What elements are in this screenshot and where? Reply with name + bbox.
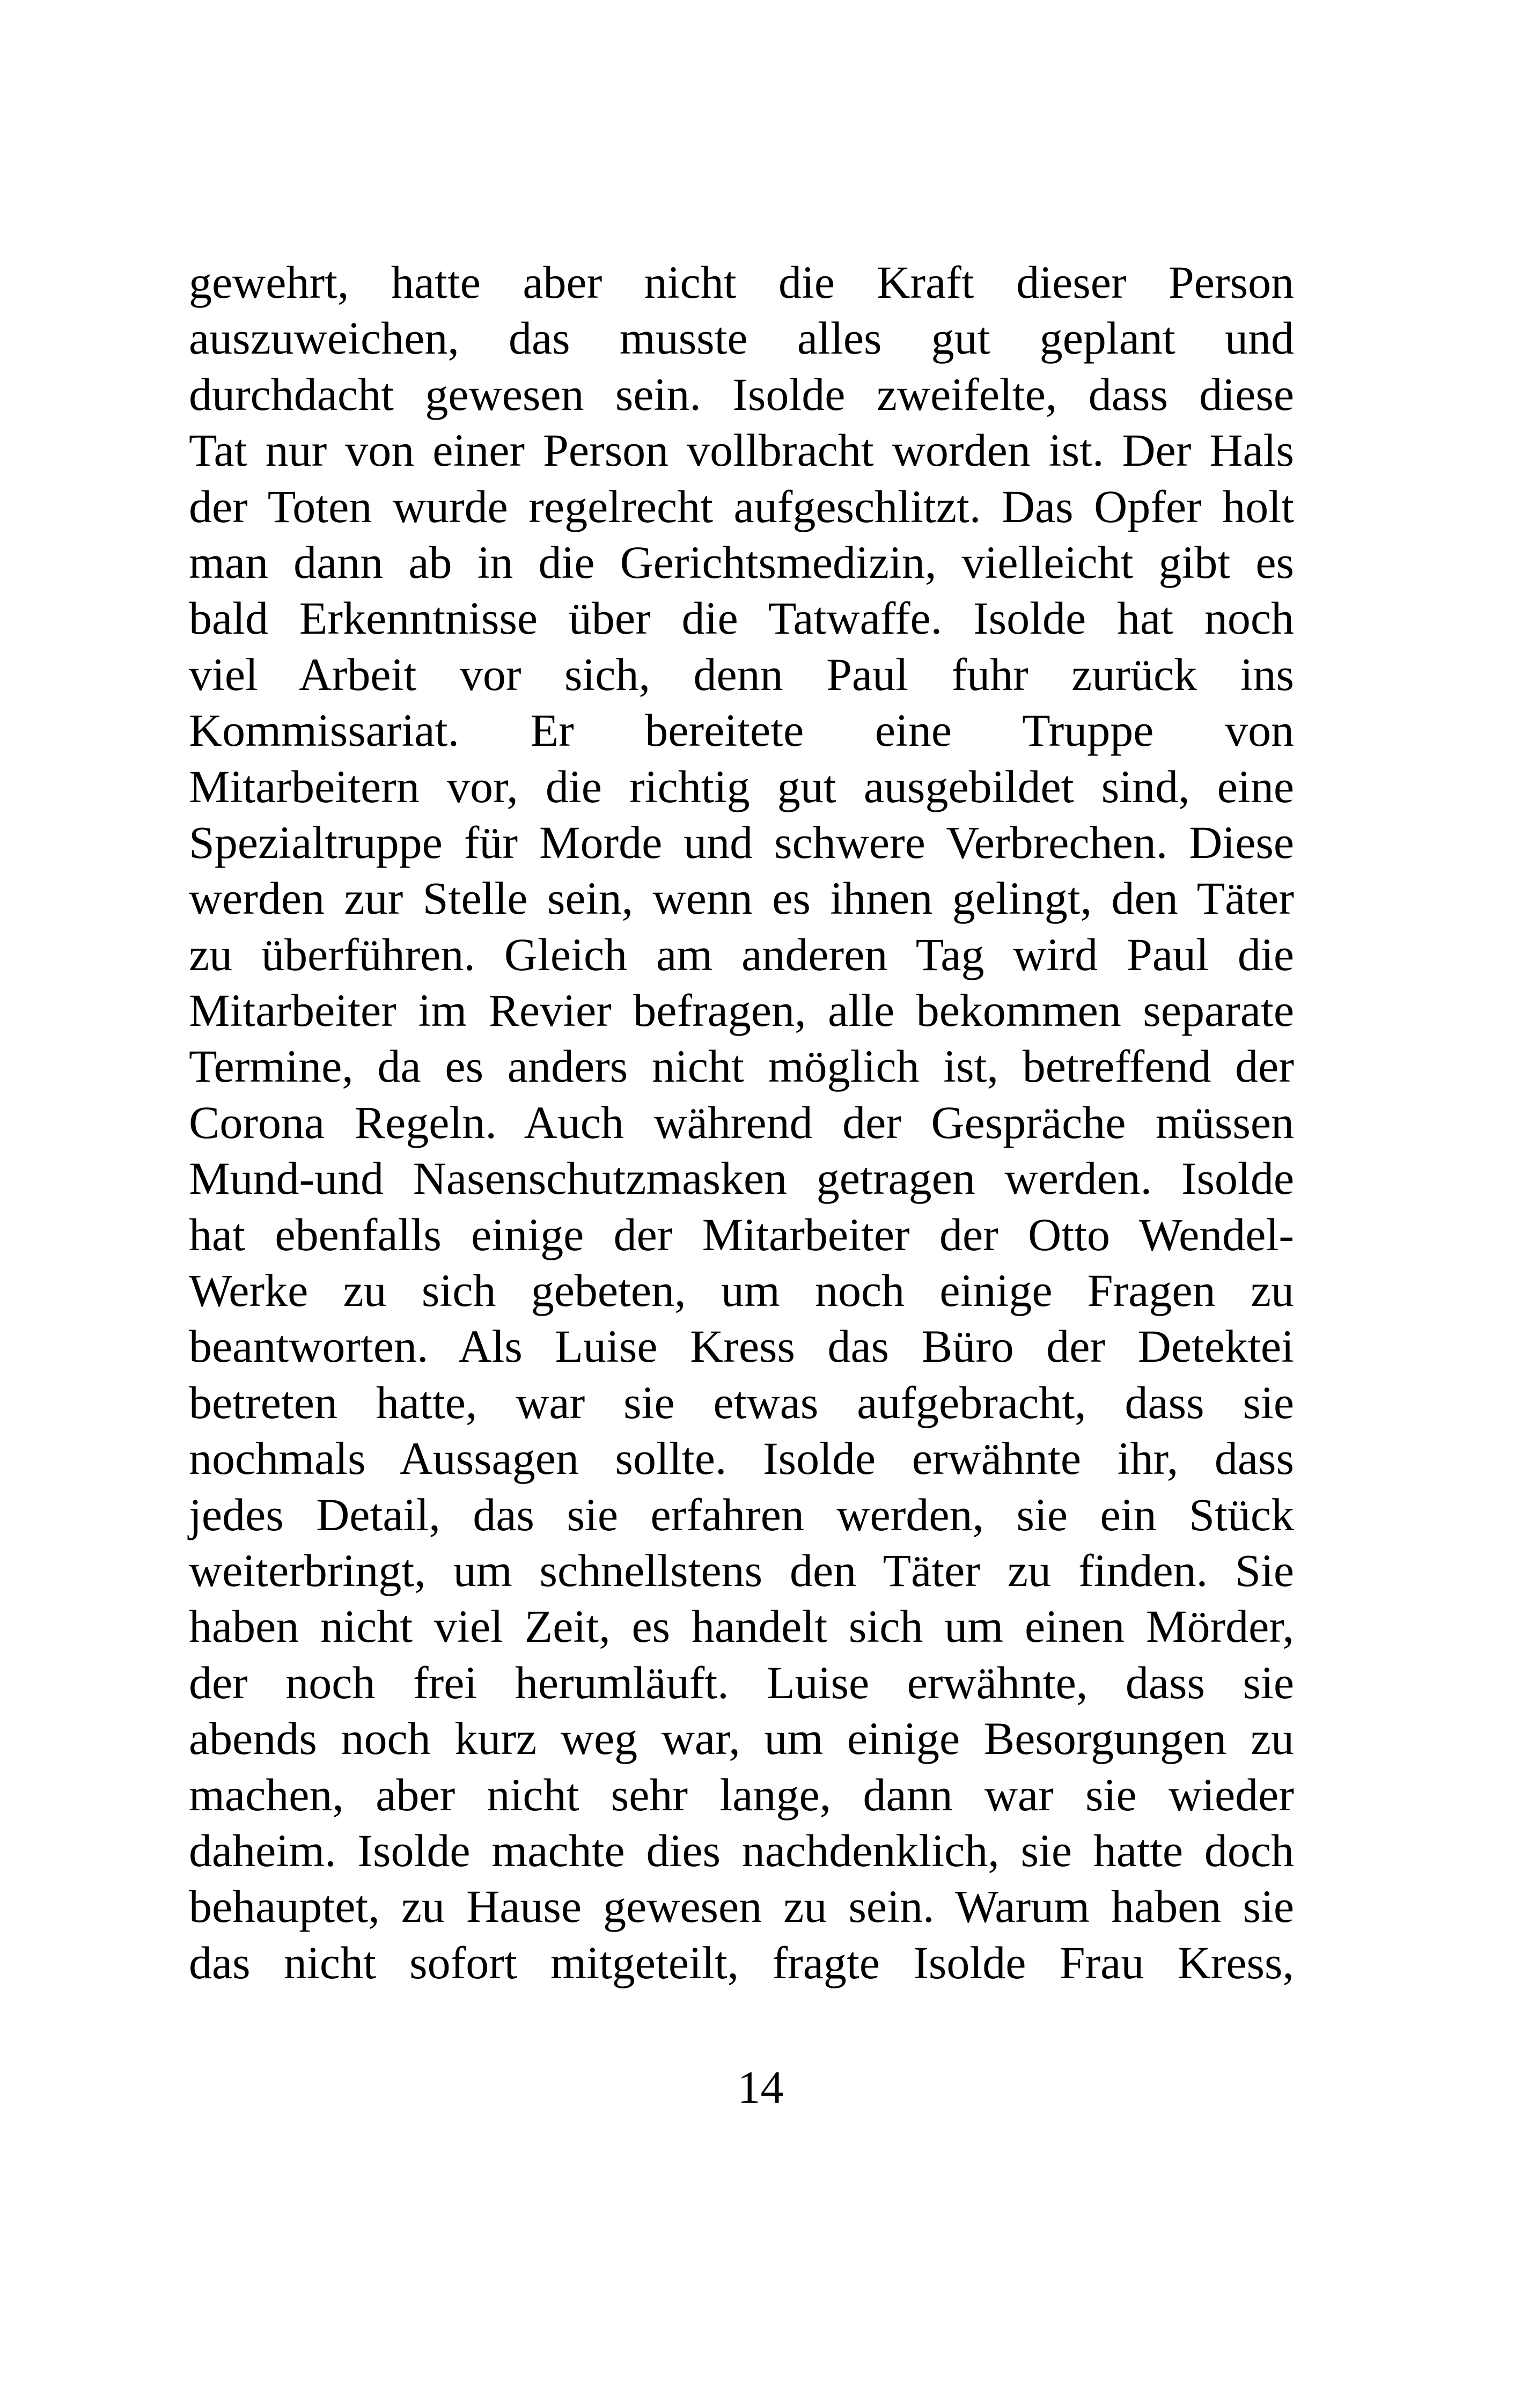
body-text [189, 254, 1294, 1991]
text-line: man dann ab in die Gerichtsmedizin, vielleicht gibt es [189, 536, 1294, 588]
text-line: hat ebenfalls einige der Mitarbeiter der Otto Wendel- [189, 1208, 1294, 1260]
text-line: Werke zu sich gebeten, um noch einige Fragen zu [189, 1265, 1294, 1317]
page-number: 14 [737, 2061, 784, 2113]
text-line: daheim. Isolde machte dies nachdenklich, sie hatte doch [189, 1824, 1294, 1876]
text-line: behauptet, zu Hause gewesen zu sein. Warum haben sie [189, 1881, 1294, 1933]
text-line: beantworten. Als Luise Kress das Büro der Detektei [189, 1320, 1294, 1372]
text-line: haben nicht viel Zeit, es handelt sich um einen Mörder, [189, 1601, 1294, 1653]
text-line: nochmals Aussagen sollte. Isolde erwähnte ihr, dass [189, 1433, 1294, 1485]
text-line: der Toten wurde regelrecht aufgeschlitzt. Das Opfer holt [189, 480, 1294, 532]
text-line: Tat nur von einer Person vollbracht worden ist. Der Hals [189, 424, 1294, 476]
text-line: zu überführen. Gleich am anderen Tag wird Paul die [189, 928, 1294, 980]
text-line: das nicht sofort mitgeteilt, fragte Isolde Frau Kress, [189, 1936, 1294, 1988]
text-line: Kommissariat. Er bereitete eine Truppe von [189, 704, 1294, 757]
text-line: Mitarbeitern vor, die richtig gut ausgebildet sind, eine [189, 760, 1294, 812]
text-line: Spezialtruppe für Morde und schwere Verbrechen. Diese [189, 816, 1294, 868]
text-line: Termine, da es anders nicht möglich ist, betreffend der [189, 1040, 1294, 1092]
text-line: bald Erkenntnisse über die Tatwaffe. Isolde hat noch [189, 592, 1294, 644]
text-line: Mund-und Nasenschutzmasken getragen werden. Isolde [189, 1152, 1294, 1205]
text-line: der noch frei herumläuft. Luise erwähnte, dass sie [189, 1656, 1294, 1708]
text-line: abends noch kurz weg war, um einige Besorgungen zu [189, 1713, 1294, 1765]
text-line: Mitarbeiter im Revier befragen, alle bekommen separate [189, 985, 1294, 1037]
text-line: machen, aber nicht sehr lange, dann war sie wieder [189, 1768, 1294, 1820]
text-line: Corona Regeln. Auch während der Gespräche müssen [189, 1096, 1294, 1148]
text-line: auszuweichen, das musste alles gut geplant und [189, 312, 1294, 364]
text-line: weiterbringt, um schnellstens den Täter zu finden. Sie [189, 1544, 1294, 1596]
text-line: gewehrt, hatte aber nicht die Kraft dieser Person [189, 256, 1294, 308]
text-line: jedes Detail, das sie erfahren werden, sie ein Stück [189, 1488, 1294, 1540]
text-line: viel Arbeit vor sich, denn Paul fuhr zurück ins [189, 648, 1294, 700]
text-line: durchdacht gewesen sein. Isolde zweifelte, dass diese [189, 368, 1294, 420]
text-line: betreten hatte, war sie etwas aufgebracht, dass sie [189, 1376, 1294, 1428]
text-line: werden zur Stelle sein, wenn es ihnen gelingt, den Täter [189, 872, 1294, 924]
